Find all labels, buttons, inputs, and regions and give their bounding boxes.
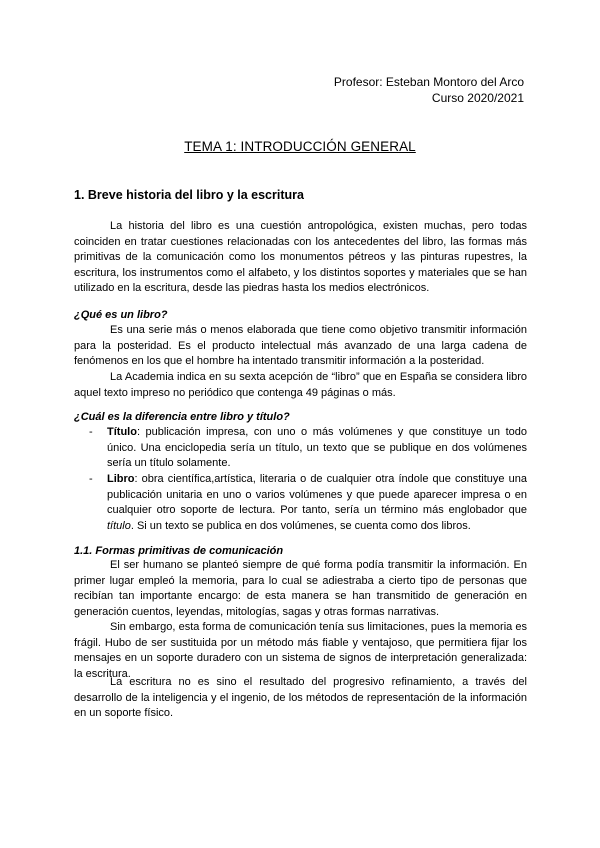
subheading-what-is-book: ¿Qué es un libro? (74, 309, 168, 321)
document-header (334, 74, 524, 106)
course-year: Curso 2020/2021 (431, 91, 524, 105)
professor-name: Profesor: Esteban Montoro del Arco (333, 75, 524, 89)
term-libro: Libro (107, 473, 135, 485)
subheading-book-vs-title: ¿Cuál es la diferencia entre libro y título? (74, 411, 290, 423)
definition-titulo: : publicación impresa, con uno o más volúmenes y que constituye un todo único. Una enciclopedia sería un título, un texto que se publique en dos volúmenes sería un título solamente. (107, 426, 527, 470)
document-title: TEMA 1: INTRODUCCIÓN GENERAL (184, 139, 416, 154)
list-item-text (107, 472, 527, 534)
list-item-libro (90, 472, 527, 534)
list-dash: - (89, 473, 93, 485)
paragraph-limitations: Sin embargo, esta forma de comunicación tenía sus limitaciones, pues la memoria es frágil. Hubo de ser sustituida por un método más fiable y ventajoso, que permitiera fijar los mensajes en un soporte duradero con un sistema de signos de interpretación generalizada: la escritura. (74, 621, 527, 680)
term-titulo: Título (107, 426, 137, 438)
definition-libro-b: . Si un texto se publica en dos volúmenes, se cuenta como dos libros. (130, 519, 471, 532)
paragraph-academia-definition: La Academia indica en su sexta acepción de “libro” que en España se considera libro aquel texto impreso no periódico que contenga 49 páginas o más. (74, 371, 527, 399)
paragraph-book-definition: Es una serie más o menos elaborada que tiene como objetivo transmitir información para la posteridad. Es el producto intelectual más avanzado de una larga cadena de fenómenos en los que el hombre ha intentado transmitir información a la posteridad. (74, 324, 527, 368)
paragraph-memory: El ser humano se planteó siempre de qué forma podía transmitir la información. En primer lugar empleó la memoria, para lo cual se adiestraba a cierto tipo de personas que recibían tan importante encargo: de esta manera se han transmitido de generación en generación cuentos, leyendas, mitologías, sagas y otras formas narrativas. (74, 559, 527, 618)
paragraph-writing: La escritura no es sino el resultado del progresivo refinamiento, a través del desarrollo de la inteligencia y el ingenio, de los métodos de representación de la información en un soporte físico. (74, 676, 527, 720)
list-item-titulo (90, 425, 527, 472)
subheading-primitive-forms: 1.1. Formas primitivas de comunicación (74, 545, 284, 557)
definition-libro-a: : obra científica,artística, literaria o de cualquier otra índole que constituye una publicación unitaria en uno o varios volúmenes y que puede aparecer impresa o en cualquier otro soporte de lectura. Por tanto, sería un término más englobador que (107, 473, 527, 517)
list-item-text (107, 425, 527, 472)
definition-libro-italic: título (107, 519, 131, 532)
section-heading-history: 1. Breve historia del libro y la escritura (74, 188, 304, 202)
paragraph-history: La historia del libro es una cuestión antropológica, existen muchas, pero todas coinciden en tratar cuestiones relacionadas con los antecedentes del libro, las formas más primitivas de la comunicación como los monumentos pétreos y las pinturas rupestres, la escritura, los instrumentos como el alfabeto, y los distintos soportes y materiales que se han utilizado en la escritura, desde las piedras hasta los medios electrónicos. (74, 220, 527, 295)
list-dash: - (89, 426, 93, 438)
